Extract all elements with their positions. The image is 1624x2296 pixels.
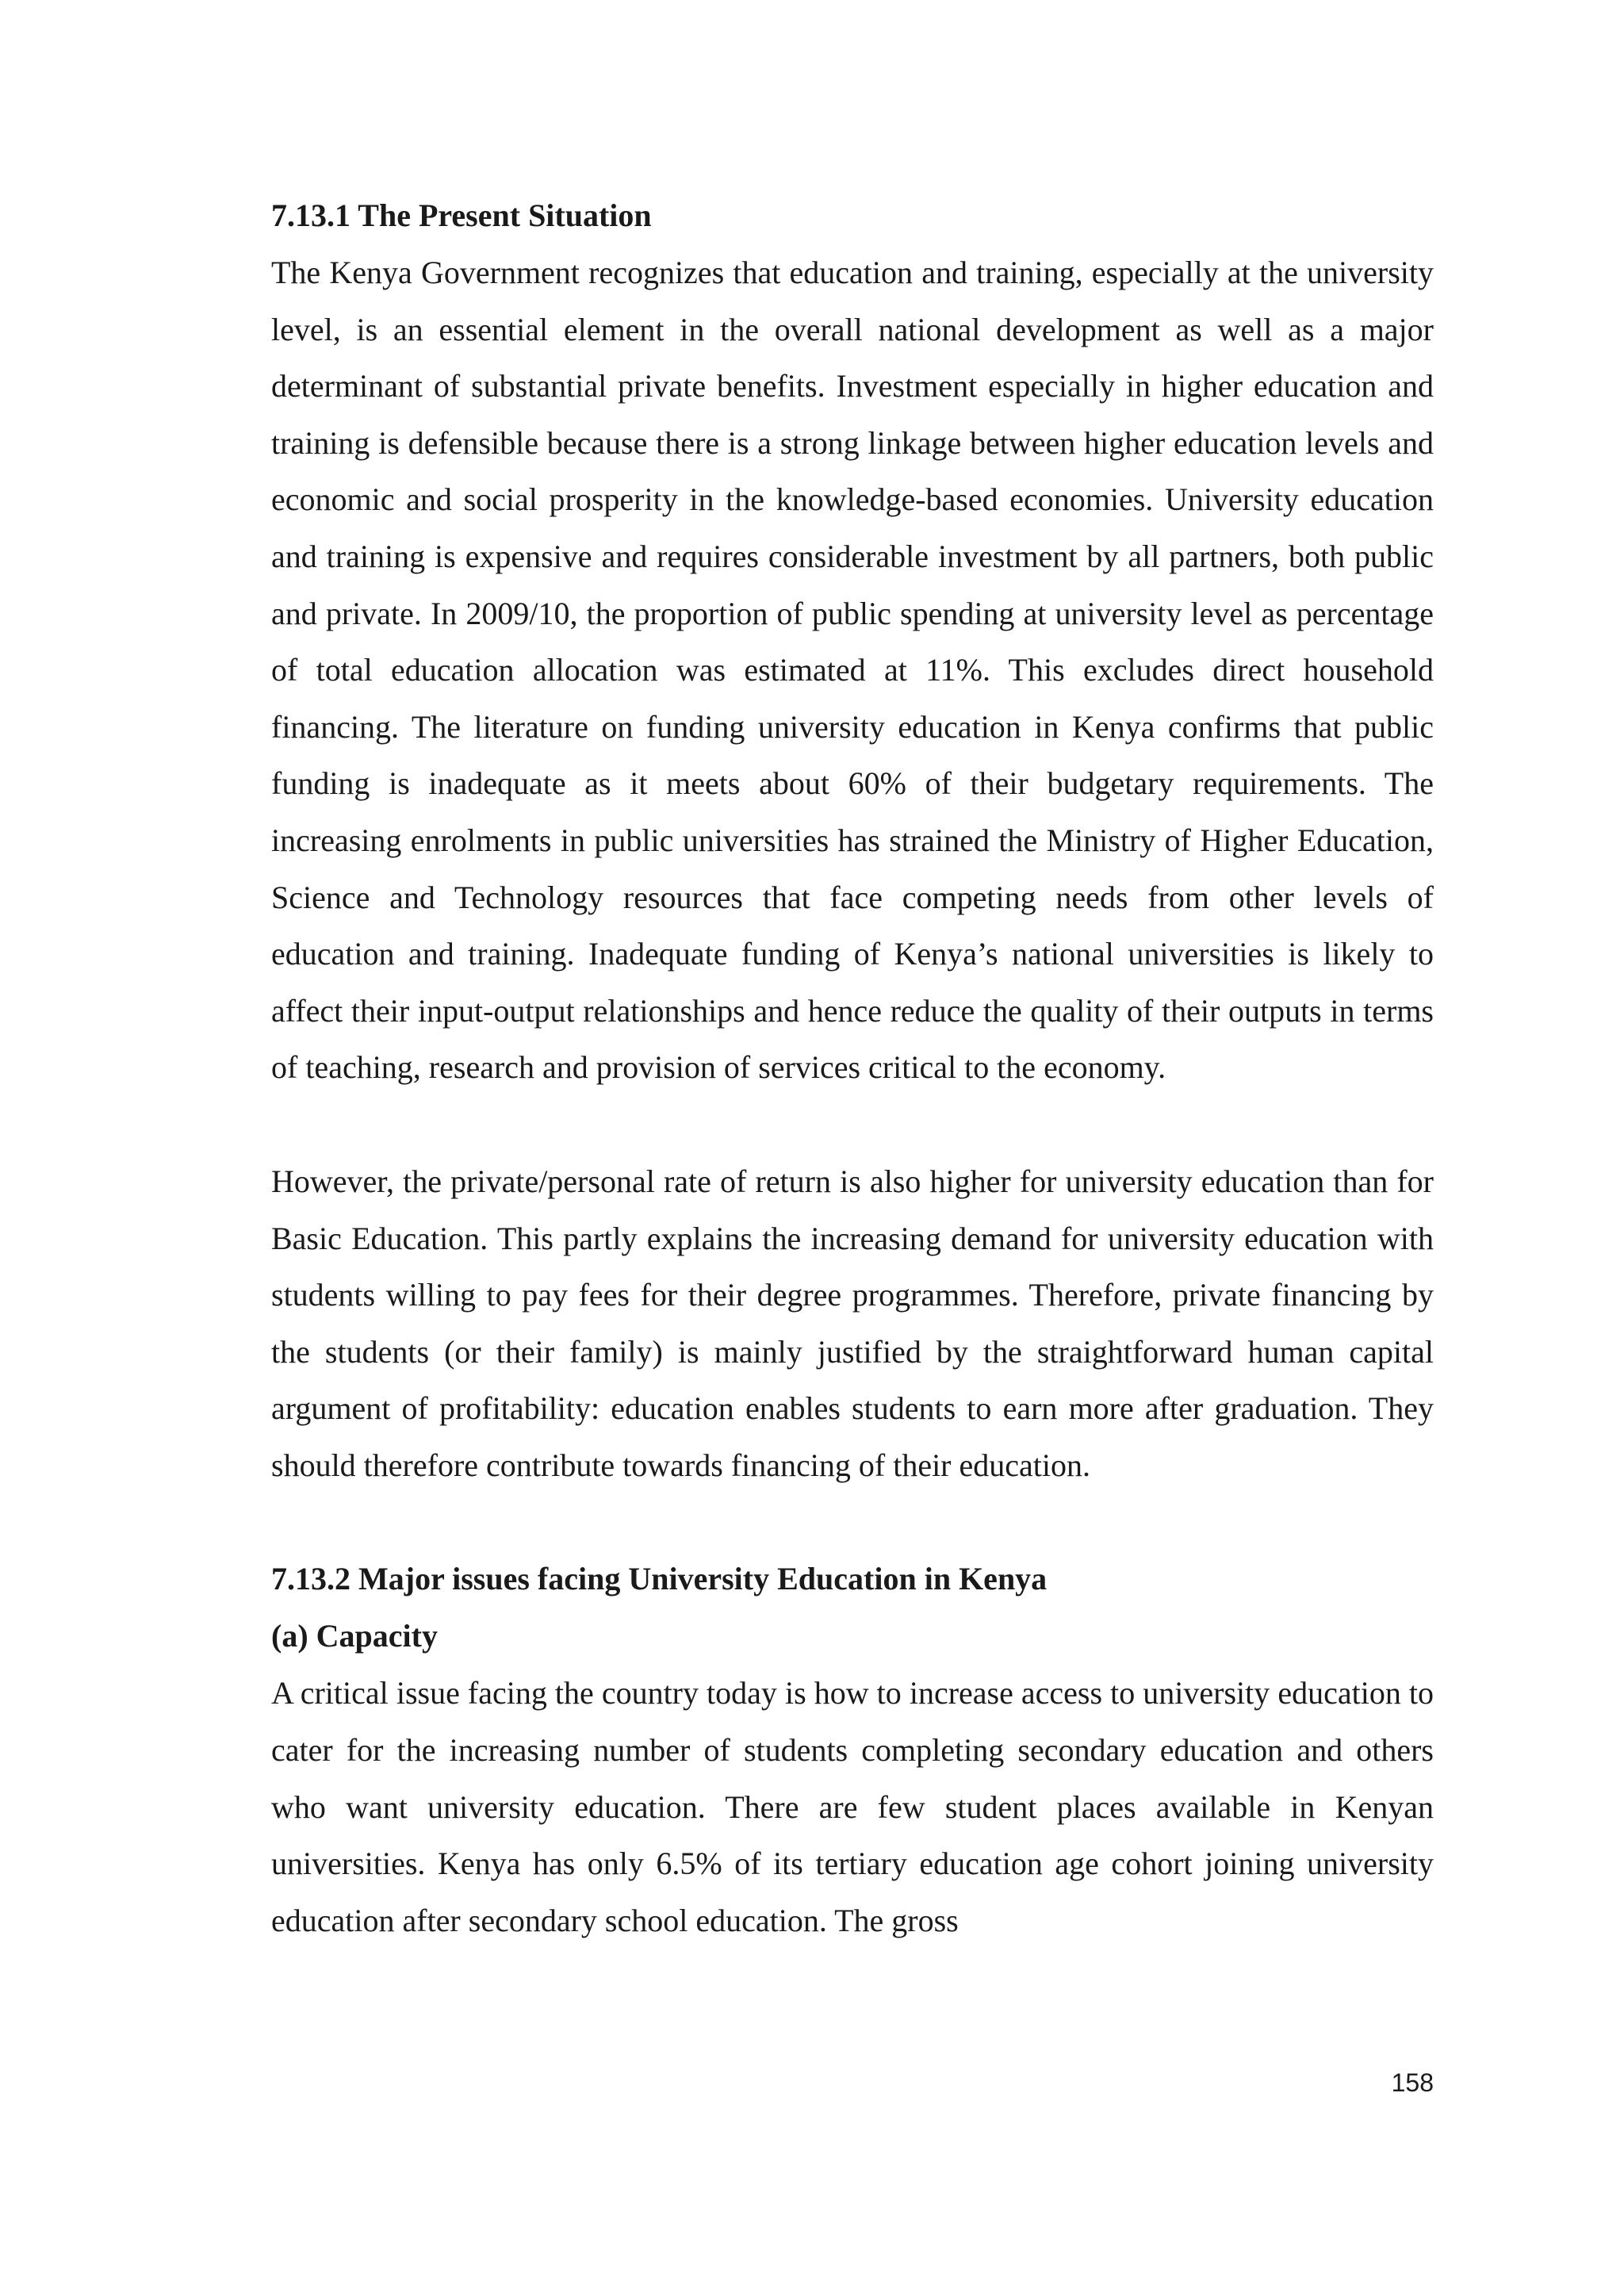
paragraph-spacer xyxy=(271,1096,1434,1153)
paragraph-capacity: A critical issue facing the country today is how to increase access to university education to cater for the increasing number of students completing secondary education and others who want university education. There are few student places available in Kenyan universities. Kenya has only 6.5% of its tertiary education age cohort joining university education after secondary school education. The gross xyxy=(271,1675,1434,1938)
section-spacer xyxy=(271,1493,1434,1550)
page-number: 158 xyxy=(1391,2068,1434,2097)
section-heading-7-13-1: 7.13.1 The Present Situation xyxy=(271,197,652,233)
subheading-capacity: (a) Capacity xyxy=(271,1618,438,1654)
paragraph-present-situation: The Kenya Government recognizes that education and training, especially at the university level, is an essential element in the overall national development as well as a major determinant of substantial private benefits. Investment especially in higher education and training is defensible because there is a strong linkage between higher education levels and economic and social prosperity in the knowledge-based economies. University education and training is expensive and requires considerable investment by all partners, both public and private. In 2009/10, the proportion of public spending at university level as percentage of total education allocation was estimated at 11%. This excludes direct household financing. The literature on funding university education in Kenya confirms that public funding is inadequate as it meets about 60% of their budgetary requirements. The increasing enrolments in public universities has strained the Ministry of Higher Education, Science and Technology resources that face competing needs from other levels of education and training. Inadequate funding of Kenya’s national universities is likely to affect their input-output relationships and hence reduce the quality of their outputs in terms of teaching, research and provision of services critical to the economy. xyxy=(271,255,1434,1086)
page-content xyxy=(271,187,1434,1949)
paragraph-private-rate-of-return: However, the private/personal rate of return is also higher for university education than for Basic Education. This partly explains the increasing demand for university education with students willing to pay fees for their degree programmes. Therefore, private financing by the students (or their family) is mainly justified by the straightforward human capital argument of profitability: education enables students to earn more after graduation. They should therefore contribute towards financing of their education. xyxy=(271,1163,1434,1483)
section-heading-7-13-2: 7.13.2 Major issues facing University Education in Kenya xyxy=(271,1561,1048,1597)
